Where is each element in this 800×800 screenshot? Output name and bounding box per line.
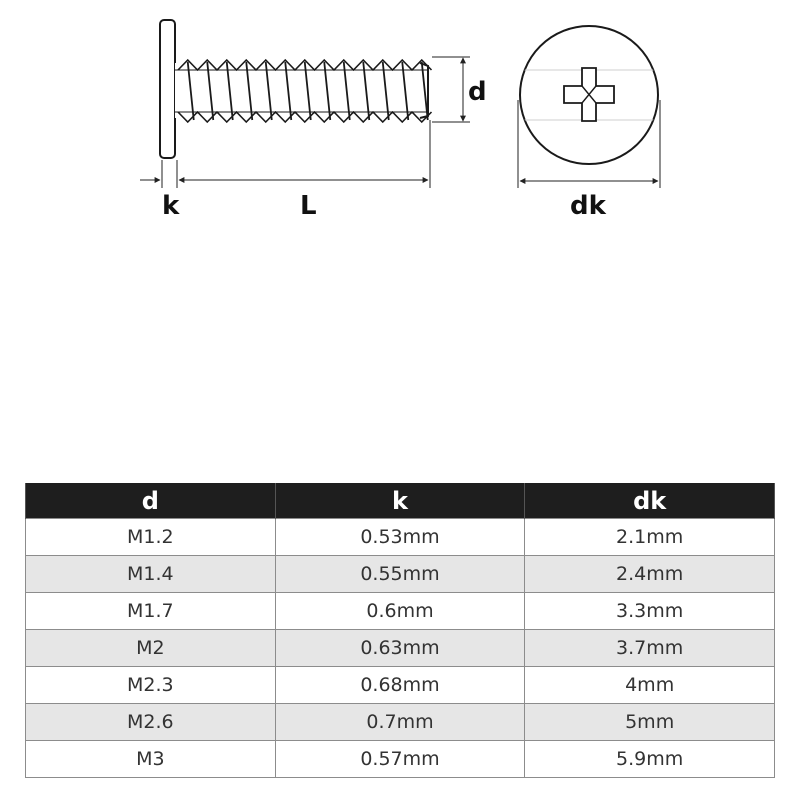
table-row [26,593,775,630]
table-header-row [26,483,775,519]
header-d: d [26,483,276,519]
cell-d: M1.4 [26,556,276,593]
cell-dk: 5.9mm [525,741,775,778]
cell-d: M1.7 [26,593,276,630]
table-row [26,667,775,704]
cell-k: 0.57mm [275,741,525,778]
d-dimension [432,57,470,122]
screw-head-side [160,20,175,158]
header-dk: dk [525,483,775,519]
screw-side-view [140,20,487,221]
cell-dk: 3.3mm [525,593,775,630]
table-row [26,519,775,556]
cell-k: 0.6mm [275,593,525,630]
cell-k: 0.68mm [275,667,525,704]
cell-k: 0.55mm [275,556,525,593]
table-row [26,630,775,667]
table-row [26,704,775,741]
table-row [26,556,775,593]
cell-dk: 2.4mm [525,556,775,593]
cell-k: 0.63mm [275,630,525,667]
cell-d: M2 [26,630,276,667]
L-label: L [300,191,317,221]
cell-d: M2.6 [26,704,276,741]
cell-dk: 3.7mm [525,630,775,667]
cell-dk: 2.1mm [525,519,775,556]
k-L-dimension [140,120,430,188]
cell-d: M2.3 [26,667,276,704]
cell-dk: 4mm [525,667,775,704]
table-row [26,741,775,778]
cell-dk: 5mm [525,704,775,741]
screw-dimension-drawing [0,0,800,230]
cell-k: 0.53mm [275,519,525,556]
k-label: k [162,191,180,221]
cell-d: M1.2 [26,519,276,556]
header-k: k [275,483,525,519]
screw-top-view [518,26,660,221]
cell-d: M3 [26,741,276,778]
screw-size-table [25,483,775,778]
dk-label: dk [570,191,606,221]
cell-k: 0.7mm [275,704,525,741]
d-label: d [468,77,487,107]
